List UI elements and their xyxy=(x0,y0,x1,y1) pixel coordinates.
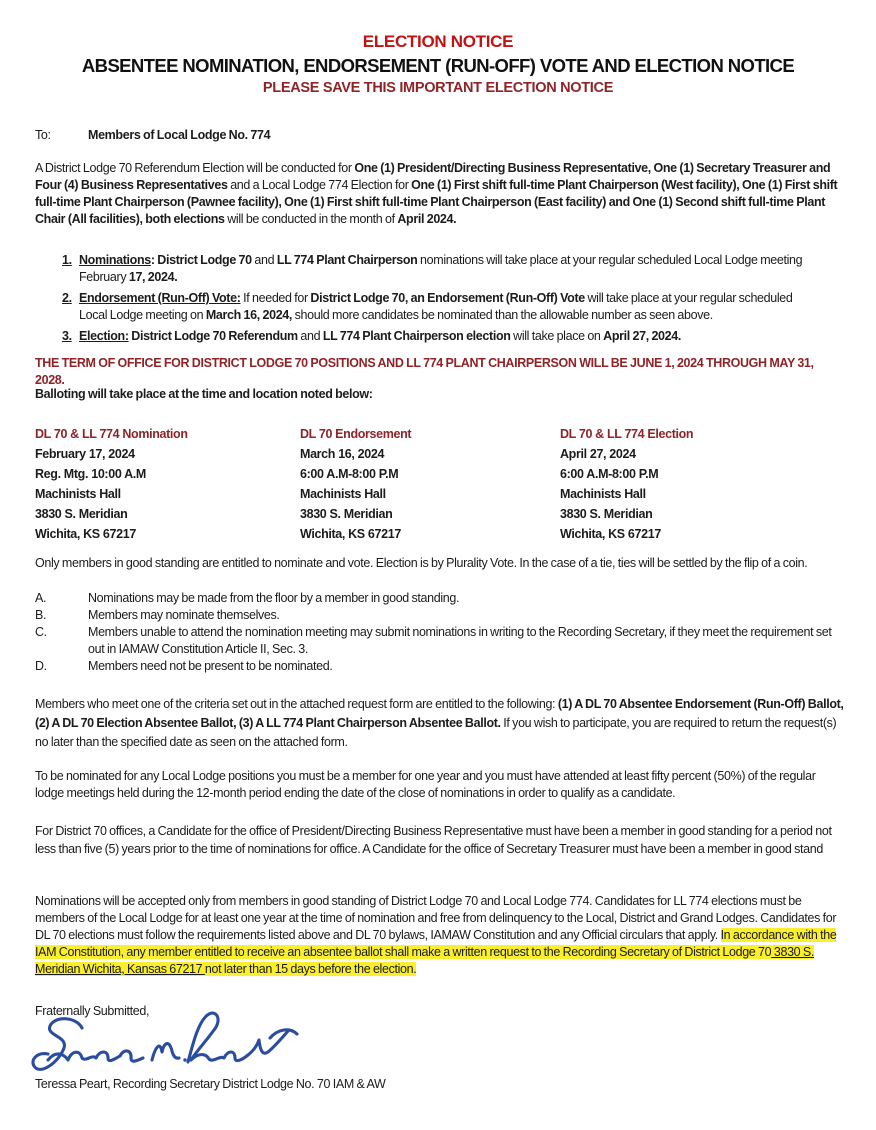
schedule-header: DL 70 & LL 774 Nomination xyxy=(35,427,188,441)
notice-header xyxy=(0,30,876,99)
list-letter: D. xyxy=(35,659,47,673)
list-item-floor-nominations: Nominations may be made from the floor by a member in good standing. xyxy=(88,591,460,605)
absentee-ballots-paragraph: Members who meet one of the criteria set out in the attached request form are entitled to the following: (1) A DL 70 Absentee Endorsement (Run-Off) Ballot, (2) A DL 70 Election Absentee Ballot, (3) A LL 774 Plant Chairperson Absentee Ballot. If you wish to participate, you are required to return the request(s) no later than the specified date as seen on the attached form. xyxy=(35,697,844,749)
salutation: Fraternally Submitted, xyxy=(35,1004,150,1018)
list-letter: C. xyxy=(35,625,47,639)
schedule-date: April 27, 2024 xyxy=(560,447,636,461)
list-letter: B. xyxy=(35,608,47,622)
list-item-endorsement: Endorsement (Run-Off) Vote: If needed for District Lodge 70, an Endorsement (Run-Off) Vote will take place at your regular scheduled Local Lodge meeting on March 16, 2024, should more candidates be nominated than the allowable number as seen above. xyxy=(79,291,793,322)
schedule-date: February 17, 2024 xyxy=(35,447,135,461)
save-notice-line: PLEASE SAVE THIS IMPORTANT ELECTION NOTICE xyxy=(262,80,614,96)
schedule-venue: Machinists Hall xyxy=(300,487,386,501)
district70-qualification-paragraph: For District 70 offices, a Candidate for the office of President/Directing Business Representative must have been a member in good standing for a period not less than five (5) years prior to the time of nominations for office. A Candidate for the office of Secretary Treasurer must have been a member in good stand xyxy=(35,824,832,856)
schedule-column-nomination xyxy=(35,424,295,544)
schedule-time: Reg. Mtg. 10:00 A.M xyxy=(35,467,146,481)
schedule-time: 6:00 A.M-8:00 P.M xyxy=(300,467,399,481)
numbered-list xyxy=(62,252,810,345)
nominations-acceptance-paragraph: Nominations will be accepted only from members in good standing of District Lodge 70 and Local Lodge 774. Candidates for LL 774 elections must be members of the Local Lodge for at least one year at the time of nomination and free from delinquency to the Local, District and Grand Lodges. Candidates for DL 70 elections must follow the requirements listed above and DL 70 bylaws, IAMAW Constitution and any Official circulars that apply. In accordance with the IAM Constitution, any member entitled to receive an absentee ballot shall make a written request to the Recording Secretary of District Lodge 70 3830 S. Meridian Wichita, Kansas 67217 not later than 15 days before the election. xyxy=(35,894,837,976)
schedule-column-endorsement xyxy=(300,424,555,544)
list-number: 2. xyxy=(62,291,72,305)
schedule-city: Wichita, KS 67217 xyxy=(560,527,661,541)
list-number: 1. xyxy=(62,253,72,267)
notice-title: ELECTION NOTICE xyxy=(362,32,514,51)
list-letter: A. xyxy=(35,591,47,605)
to-label: To: xyxy=(35,128,51,142)
schedule-date: March 16, 2024 xyxy=(300,447,385,461)
schedule-street: 3830 S. Meridian xyxy=(35,507,128,521)
balloting-intro: Balloting will take place at the time and location noted below: xyxy=(35,387,373,401)
local-lodge-qualification-paragraph: To be nominated for any Local Lodge positions you must be a member for one year and you must have attended at least fifty percent (50%) of the regular lodge meetings held during the 12-month period ending the date of the close of nominations in order to qualify as a candidate. xyxy=(35,769,816,800)
list-item-not-present: Members need not be present to be nominated. xyxy=(88,659,333,673)
schedule-header: DL 70 & LL 774 Election xyxy=(560,427,694,441)
list-item-election: Election: District Lodge 70 Referendum and LL 774 Plant Chairperson election will take place on April 27, 2024. xyxy=(79,329,681,343)
schedule-column-election xyxy=(560,424,840,544)
schedule-venue: Machinists Hall xyxy=(35,487,121,501)
schedule-street: 3830 S. Meridian xyxy=(560,507,653,521)
addressee-row xyxy=(35,127,845,144)
signature-ink-icon xyxy=(24,1008,304,1080)
list-item-nominations: Nominations: District Lodge 70 and LL 774 Plant Chairperson nominations will take place at your regular scheduled Local Lodge meeting February 17, 2024. xyxy=(79,253,803,284)
plurality-paragraph: Only members in good standing are entitled to nominate and vote. Election is by Plurality Vote. In the case of a tie, ties will be settled by the flip of a coin. xyxy=(35,556,808,570)
lettered-list xyxy=(35,590,845,675)
schedule-time: 6:00 A.M-8:00 P.M xyxy=(560,467,659,481)
list-number: 3. xyxy=(62,329,72,343)
notice-subtitle: ABSENTEE NOMINATION, ENDORSEMENT (RUN-OFF) VOTE AND ELECTION NOTICE xyxy=(81,55,795,76)
term-of-office-line: THE TERM OF OFFICE FOR DISTRICT LODGE 70 POSITIONS AND LL 774 PLANT CHAIRPERSON WILL BE JUNE 1, 2024 THROUGH MAY 31, 2028. xyxy=(35,356,814,387)
schedule-venue: Machinists Hall xyxy=(560,487,646,501)
to-value: Members of Local Lodge No. 774 xyxy=(88,128,271,142)
schedule-city: Wichita, KS 67217 xyxy=(35,527,136,541)
signature-handwriting xyxy=(24,1008,304,1080)
schedule-street: 3830 S. Meridian xyxy=(300,507,393,521)
signature-caption: Teressa Peart, Recording Secretary District Lodge No. 70 IAM & AW xyxy=(35,1077,386,1091)
schedule-city: Wichita, KS 67217 xyxy=(300,527,401,541)
list-item-self-nominate: Members may nominate themselves. xyxy=(88,608,280,622)
list-item-written-nominations: Members unable to attend the nomination meeting may submit nominations in writing to the Recording Secretary, if they meet the requirement set out in IAMAW Constitution Article II, Sec. 3. xyxy=(88,625,832,656)
schedule-header: DL 70 Endorsement xyxy=(300,427,412,441)
intro-paragraph: A District Lodge 70 Referendum Election will be conducted for One (1) President/Directing Business Representative, One (1) Secretary Treasurer and Four (4) Business Representatives and a Local Lodge 774 Election for One (1) First shift full-time Plant Chairperson (West facility), One (1) First shift full-time Plant Chairperson (Pawnee facility), One (1) First shift full-time Plant Chairperson (East facility) and One (1) Second shift full-time Plant Chair (All facilities), both elections will be conducted in the month of April 2024. xyxy=(35,161,838,226)
